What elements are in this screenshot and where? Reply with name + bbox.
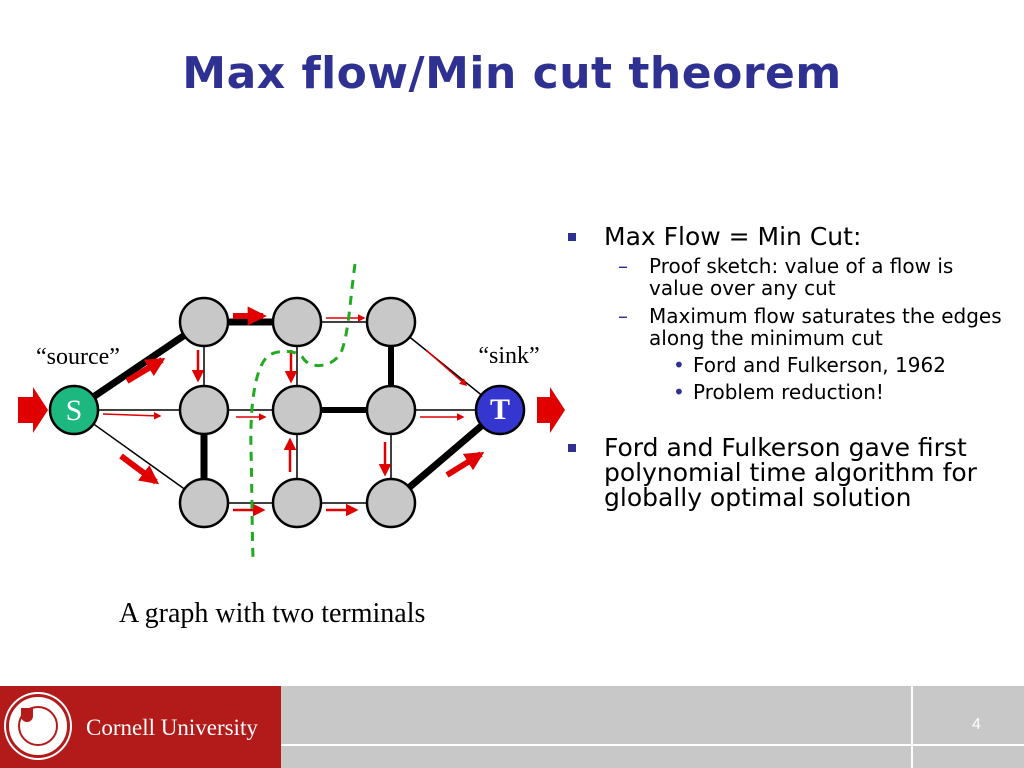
sub-bullet-item bbox=[565, 255, 1005, 299]
graph-node bbox=[180, 479, 228, 527]
square-bullet-icon bbox=[568, 233, 576, 241]
flow-arrow bbox=[121, 456, 156, 482]
graph-node bbox=[180, 298, 228, 346]
bullet-text: Ford and Fulkerson gave first polynomial time algorithm for globally optimal solution bbox=[604, 433, 977, 512]
sink-outflow-arrow bbox=[537, 387, 565, 433]
source-node-label: S bbox=[65, 394, 83, 427]
sub-sub-bullet-text: Ford and Fulkerson, 1962 bbox=[693, 353, 946, 377]
sink-node-label: T bbox=[489, 393, 511, 426]
sink-label: “sink” bbox=[478, 343, 540, 369]
sub-sub-bullet-item bbox=[565, 381, 1005, 403]
cornell-seal-icon bbox=[6, 694, 70, 758]
flow-arrow bbox=[447, 454, 481, 475]
diagram-caption: A graph with two terminals bbox=[119, 598, 426, 629]
graph-node bbox=[273, 298, 321, 346]
graph-node bbox=[180, 386, 228, 434]
graph-node bbox=[367, 298, 415, 346]
bullet-text: Max Flow = Min Cut: bbox=[604, 222, 862, 251]
sub-sub-bullet-item bbox=[565, 354, 1005, 376]
bullet-item bbox=[565, 435, 1005, 510]
source-inflow-arrow bbox=[18, 387, 48, 433]
sub-sub-bullet-text: Problem reduction! bbox=[693, 380, 884, 404]
logo-text: Cornell University bbox=[86, 715, 258, 740]
flow-arrow bbox=[103, 414, 160, 416]
graph-node bbox=[367, 386, 415, 434]
source-label: “source” bbox=[36, 344, 120, 370]
page-number: 4 bbox=[972, 716, 981, 733]
square-bullet-icon bbox=[568, 444, 576, 452]
dot-bullet-icon: • bbox=[673, 380, 685, 404]
graph-node bbox=[367, 479, 415, 527]
dot-bullet-icon: • bbox=[673, 353, 685, 377]
dash-bullet-icon: – bbox=[618, 254, 628, 278]
bullet-item bbox=[565, 224, 1005, 249]
flow-graph-diagram bbox=[0, 240, 580, 570]
footer-brand-block bbox=[0, 686, 281, 768]
bullet-list bbox=[565, 224, 1005, 510]
sub-bullet-item bbox=[565, 305, 1005, 349]
footer-bar bbox=[0, 686, 1024, 768]
footer-divider bbox=[911, 686, 913, 768]
sub-bullet-text: Proof sketch: value of a flow is value over any cut bbox=[649, 254, 954, 300]
sub-bullet-text: Maximum flow saturates the edges along the minimum cut bbox=[649, 304, 1002, 350]
graph-node bbox=[273, 479, 321, 527]
flow-arrow bbox=[426, 350, 466, 385]
graph-nodes bbox=[180, 298, 415, 527]
dash-bullet-icon: – bbox=[618, 304, 628, 328]
slide-title: Max flow/Min cut theorem bbox=[182, 48, 842, 99]
graph-node bbox=[273, 386, 321, 434]
